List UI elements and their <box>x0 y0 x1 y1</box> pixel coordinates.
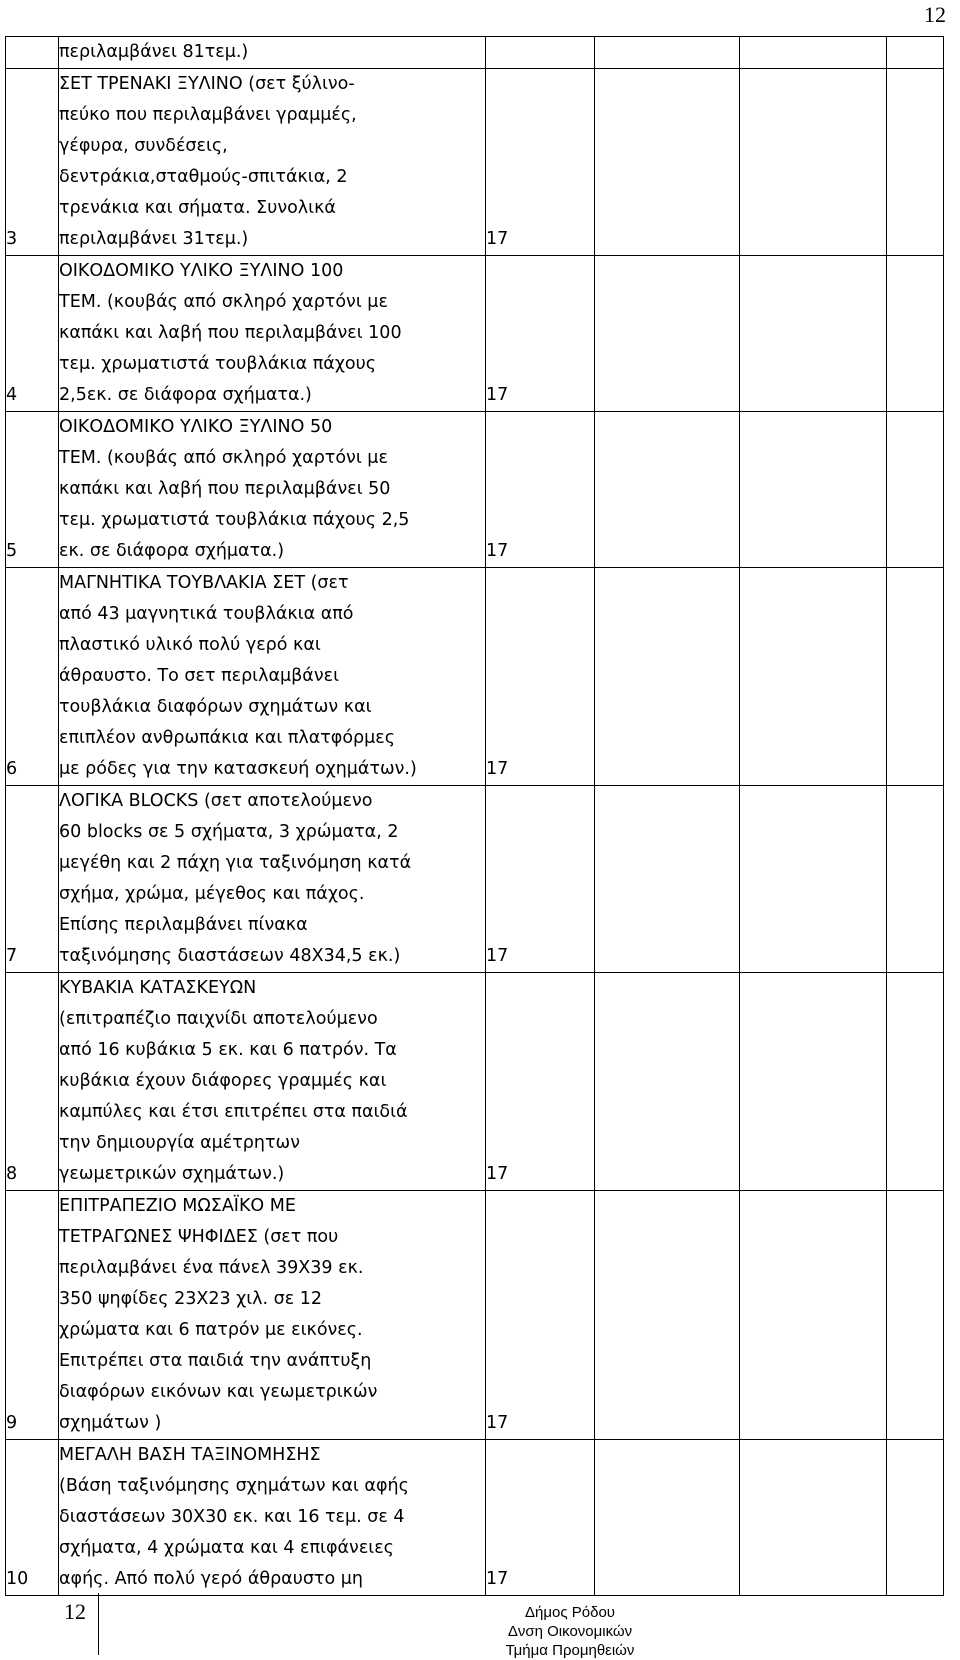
footer-org-line-2: Δνση Οικονομικών <box>507 1623 633 1640</box>
item-description-cell: ΕΠΙΤΡΑΠΕΖΙΟ ΜΩΣΑΪΚΟ ΜΕ ΤΕΤΡΑΓΩΝΕΣ ΨΗΦΙΔΕΣ (σετ που περιλαμβάνει ένα πάνελ 39Χ39 εκ. 350 ψηφίδες 23Χ23 χιλ. σε 12 χρώματα και 6 πατρόν με εικόνες. Επιτρέπει στα παιδιά την ανάπτυξη διαφόρων εικόνων και γεωμετρικών σχημάτων ) <box>59 1191 486 1440</box>
items-table <box>5 36 944 1596</box>
items-table-body <box>6 37 944 1596</box>
item-quantity-cell: 17 <box>486 973 595 1191</box>
item-quantity-cell: 17 <box>486 1440 595 1596</box>
empty-cell <box>740 412 887 568</box>
empty-cell <box>887 568 944 786</box>
table-row <box>6 973 944 1191</box>
empty-cell <box>595 37 740 69</box>
empty-cell <box>887 786 944 973</box>
table-row <box>6 256 944 412</box>
item-number-cell <box>6 37 59 69</box>
empty-cell <box>887 1191 944 1440</box>
item-description-cell: ΟΙΚΟΔΟΜΙΚΟ ΥΛΙΚΟ ΞΥΛΙΝΟ 100 ΤΕΜ. (κουβάς από σκληρό χαρτόνι με καπάκι και λαβή που περιλαμβάνει 100 τεμ. χρωματιστά τουβλάκια πάχους 2,5εκ. σε διάφορα σχήματα.) <box>59 256 486 412</box>
empty-cell <box>887 412 944 568</box>
item-description-cell: ΚΥΒΑΚΙΑ ΚΑΤΑΣΚΕΥΩΝ (επιτραπέζιο παιχνίδι αποτελούμενο από 16 κυβάκια 5 εκ. και 6 πατρόν. Τα κυβάκια έχουν διάφορες γραμμές και καμπύλες και έτσι επιτρέπει στα παιδιά την δημιουργία αμέτρητων γεωμετρικών σχημάτων.) <box>59 973 486 1191</box>
item-quantity-cell: 17 <box>486 1191 595 1440</box>
empty-cell <box>887 69 944 256</box>
table-row <box>6 1440 944 1596</box>
item-quantity-cell: 17 <box>486 568 595 786</box>
item-number-cell: 4 <box>6 256 59 412</box>
item-number-cell: 3 <box>6 69 59 256</box>
item-number-cell: 10 <box>6 1440 59 1596</box>
table-row <box>6 37 944 69</box>
empty-cell <box>740 568 887 786</box>
table-row <box>6 1191 944 1440</box>
table-row <box>6 786 944 973</box>
item-number-cell: 7 <box>6 786 59 973</box>
empty-cell <box>740 1191 887 1440</box>
item-quantity-cell <box>486 37 595 69</box>
empty-cell <box>740 786 887 973</box>
empty-cell <box>740 256 887 412</box>
item-quantity-cell: 17 <box>486 256 595 412</box>
page-number-top: 12 <box>924 2 946 27</box>
item-description-cell: ΣΕΤ ΤΡΕΝΑΚΙ ΞΥΛΙΝΟ (σετ ξύλινο- πεύκο που περιλαμβάνει γραμμές, γέφυρα, συνδέσεις, δεντράκια,σταθμούς-σπιτάκια, 2 τρενάκια και σήματα. Συνολικά περιλαμβάνει 31τεμ.) <box>59 69 486 256</box>
item-quantity-cell: 17 <box>486 69 595 256</box>
empty-cell <box>740 69 887 256</box>
empty-cell <box>595 412 740 568</box>
table-row <box>6 69 944 256</box>
empty-cell <box>887 973 944 1191</box>
page-number-footer: 12 <box>64 1599 86 1624</box>
empty-cell <box>887 1440 944 1596</box>
table-row <box>6 568 944 786</box>
empty-cell <box>595 568 740 786</box>
empty-cell <box>887 37 944 69</box>
item-description-cell: περιλαμβάνει 81τεμ.) <box>59 37 486 69</box>
table-row <box>6 412 944 568</box>
item-number-cell: 9 <box>6 1191 59 1440</box>
item-description-cell: ΛΟΓΙΚΑ BLOCKS (σετ αποτελούμενο 60 blocks σε 5 σχήματα, 3 χρώματα, 2 μεγέθη και 2 πάχη για ταξινόμηση κατά σχήμα, χρώμα, μέγεθος και πάχος. Επίσης περιλαμβάνει πίνακα ταξινόμησης διαστάσεων 48Χ34,5 εκ.) <box>59 786 486 973</box>
item-number-cell: 5 <box>6 412 59 568</box>
empty-cell <box>740 37 887 69</box>
item-description-cell: ΟΙΚΟΔΟΜΙΚΟ ΥΛΙΚΟ ΞΥΛΙΝΟ 50 ΤΕΜ. (κουβάς από σκληρό χαρτόνι με καπάκι και λαβή που περιλαμβάνει 50 τεμ. χρωματιστά τουβλάκια πάχους 2,5 εκ. σε διάφορα σχήματα.) <box>59 412 486 568</box>
footer-org-line-3: Τμήμα Προμηθειών <box>505 1642 635 1659</box>
item-description-cell: ΜΕΓΑΛΗ ΒΑΣΗ ΤΑΞΙΝΟΜΗΣΗΣ (Βάση ταξινόμησης σχημάτων και αφής διαστάσεων 30Χ30 εκ. και 16 τεμ. σε 4 σχήματα, 4 χρώματα και 4 επιφάνειες αφής. Από πολύ γερό άθραυστο μη <box>59 1440 486 1596</box>
item-number-cell: 6 <box>6 568 59 786</box>
empty-cell <box>740 973 887 1191</box>
footer-org-line-1: Δήμος Ρόδου <box>525 1604 615 1621</box>
item-quantity-cell: 17 <box>486 786 595 973</box>
empty-cell <box>595 786 740 973</box>
item-quantity-cell: 17 <box>486 412 595 568</box>
footer-organization <box>440 1603 700 1660</box>
empty-cell <box>595 1191 740 1440</box>
empty-cell <box>595 256 740 412</box>
item-number-cell: 8 <box>6 973 59 1191</box>
empty-cell <box>595 69 740 256</box>
empty-cell <box>887 256 944 412</box>
item-description-cell: ΜΑΓΝΗΤΙΚΑ ΤΟΥΒΛΑΚΙΑ ΣΕΤ (σετ από 43 μαγνητικά τουβλάκια από πλαστικό υλικό πολύ γερό και άθραυστο. Το σετ περιλαμβάνει τουβλάκια διαφόρων σχημάτων και επιπλέον ανθρωπάκια και πλατφόρμες με ρόδες για την κατασκευή οχημάτων.) <box>59 568 486 786</box>
empty-cell <box>740 1440 887 1596</box>
empty-cell <box>595 1440 740 1596</box>
empty-cell <box>595 973 740 1191</box>
